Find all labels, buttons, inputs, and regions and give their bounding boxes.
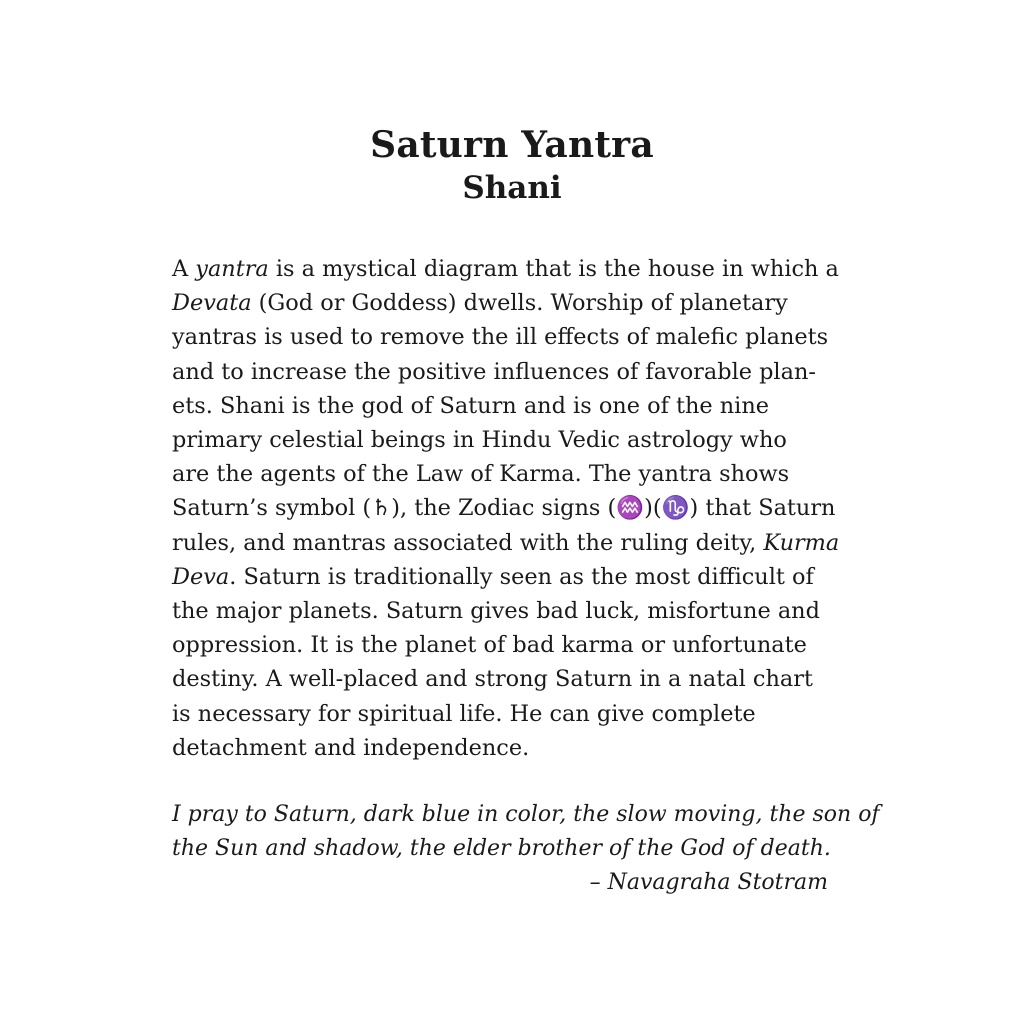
italic-term: yantra: [195, 256, 269, 282]
text-run: ets. Shani is the god of Saturn and is one of the nine: [172, 392, 770, 419]
text-run: . Saturn is traditionally seen as the most difficult of: [229, 563, 814, 590]
text-run: (God or Goddess) dwells. Worship of planetary: [251, 290, 788, 317]
paragraph-line: [172, 252, 862, 286]
description-paragraph: [172, 252, 862, 765]
text-run: primary celestial beings in Hindu Vedic astrology who: [172, 427, 787, 454]
italic-term: Kurma: [763, 529, 840, 556]
text-run: A: [172, 256, 196, 282]
text-run: oppression. It is the planet of bad karma or unfortunate: [172, 632, 807, 659]
quote-line: I pray to Saturn, dark blue in color, the slow moving, the son of: [172, 802, 880, 827]
text-run: detachment and independence.: [172, 734, 530, 761]
page-subtitle: Shani: [462, 170, 562, 206]
quote-attribution: – Navagraha Stotram: [589, 870, 828, 895]
quote-line: the Sun and shadow, the elder brother of the God of death.: [172, 836, 831, 861]
paragraph-line: [172, 697, 862, 731]
text-run: destiny. A well-placed and strong Saturn in a natal chart: [172, 666, 813, 693]
text-run: Saturn’s symbol (♄), the Zodiac signs (♒)(♑) that Saturn: [172, 495, 836, 522]
paragraph-line: [172, 457, 862, 491]
paragraph-line: [172, 662, 862, 696]
paragraph-line: [172, 594, 862, 628]
text-run: rules, and mantras associated with the ruling deity,: [172, 529, 764, 556]
paragraph-line: [172, 286, 862, 320]
text-run: is necessary for spiritual life. He can give complete: [172, 700, 756, 727]
text-run: and to increase the positive influences of favorable plan-: [172, 358, 816, 385]
paragraph-line: [172, 491, 862, 525]
quote-block: [172, 798, 880, 900]
text-run: the major planets. Saturn gives bad luck, misfortune and: [172, 598, 820, 625]
paragraph-line: [172, 560, 862, 594]
paragraph-line: [172, 389, 862, 423]
paragraph-line: [172, 628, 862, 662]
page-title: Saturn Yantra: [370, 124, 654, 166]
text-run: is a mystical diagram that is the house in which a: [268, 256, 839, 282]
text-run: yantras is used to remove the ill effects of malefic planets: [172, 324, 829, 351]
text-run: are the agents of the Law of Karma. The yantra shows: [172, 461, 790, 488]
italic-term: Deva: [172, 563, 230, 590]
paragraph-line: [172, 526, 862, 560]
paragraph-line: [172, 355, 862, 389]
italic-term: Devata: [172, 290, 252, 317]
paragraph-line: [172, 320, 862, 354]
paragraph-line: [172, 423, 862, 457]
paragraph-line: [172, 731, 862, 765]
